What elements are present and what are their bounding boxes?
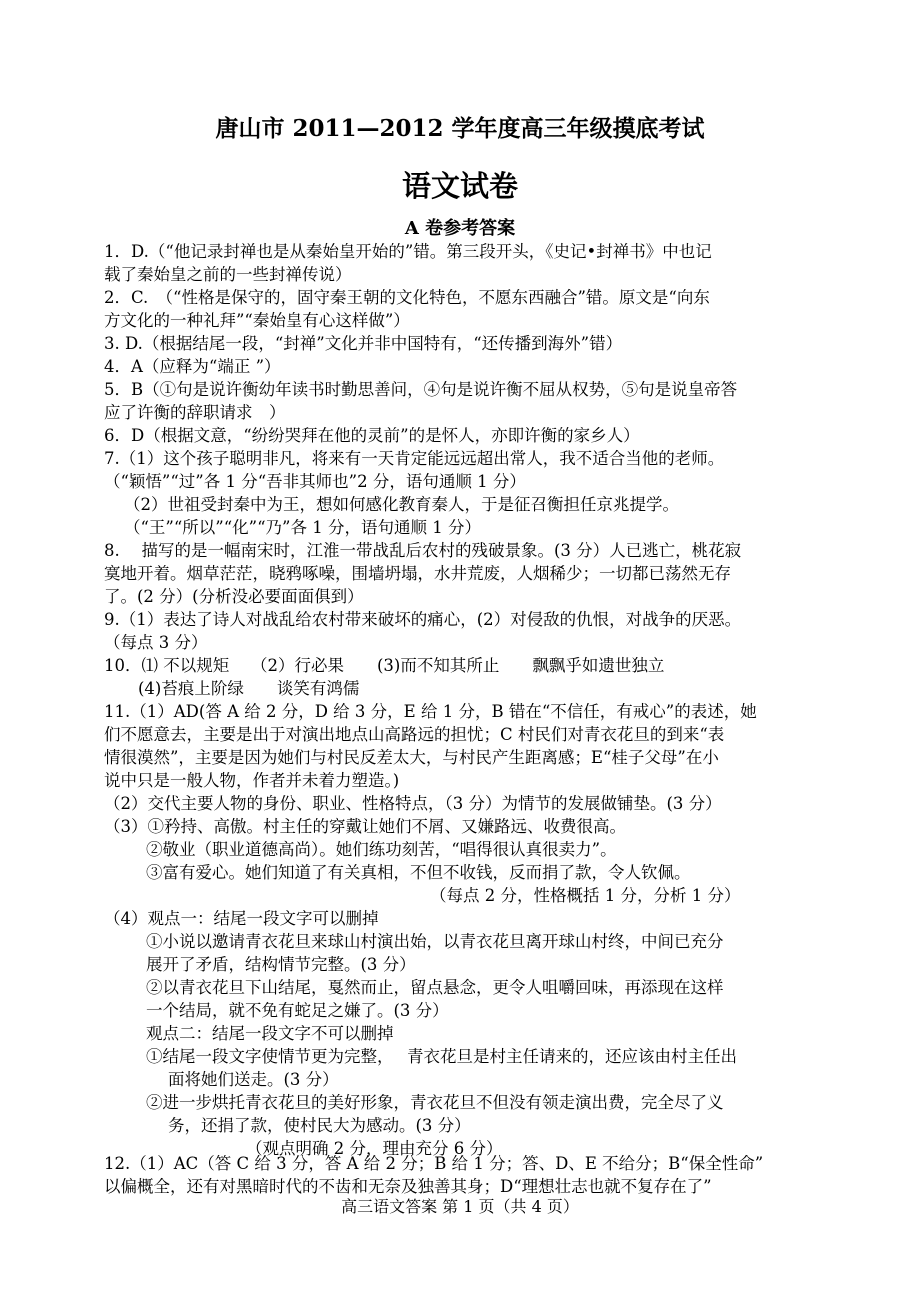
answer-line: 务，还捐了款，使村民大为感动。(3 分） (168, 1116, 471, 1135)
answer-line: 11.（1）AD(答 A 给 2 分，D 给 3 分，E 给 1 分，B 错在“不信任，有戒心”的表述，她 (104, 702, 757, 721)
answer-line: 10．⑴ 不以规矩 （2）行必果 (3)而不知其所止 飘飘乎如遗世独立 (104, 656, 665, 675)
answer-line: 8. 描写的是一幅南宋时，江淮一带战乱后农村的残破景象。(3 分）人已逃亡，桃花寂 (104, 541, 742, 560)
answer-line: （2）交代主要人物的身份、职业、性格特点，（3 分）为情节的发展做铺垫。(3 分） (104, 794, 722, 813)
answer-line: 载了秦始皇之前的一些封禅传说） (104, 265, 352, 284)
answer-line: 以偏概全，还有对黑暗时代的不齿和无奈及独善其身；D“理想壮志也就不复存在了” (104, 1177, 712, 1196)
answer-line: ①小说以邀请青衣花旦来球山村演出始，以青衣花旦离开球山村终，中间已充分 (146, 932, 724, 951)
answer-line: ①结尾一段文字使情节更为完整， 青衣花旦是村主任请来的，还应该由村主任出 (146, 1047, 737, 1066)
answer-line: 了。(2 分）(分析没必要面面俱到） (104, 587, 364, 606)
answer-line: （“颖悟”“过”各 1 分“吾非其师也”2 分，语句通顺 1 分） (104, 472, 526, 491)
answer-line: （2）世祖受封秦中为王，想如何感化教育秦人，于是征召衡担任京兆提学。 (124, 495, 679, 514)
answer-line: （每点 3 分） (104, 633, 208, 652)
answer-line: 4．A（应释为“端正 ”） (104, 357, 281, 376)
answer-line: 9.（1）表达了诗人对战乱给农村带来破坏的痛心，(2）对侵敌的仇恨，对战争的厌恶。 (104, 610, 742, 629)
section-heading: A 卷参考答案 (404, 218, 516, 239)
answer-line: 应了许衡的辞职请求 ） (104, 403, 286, 422)
answer-line: 3. D.（根据结尾一段，“封禅”文化并非中国特有，“还传播到海外”错） (104, 334, 623, 353)
answer-line: ②敬业（职业道德高尚）。她们练功刻苦，“唱得很认真很卖力”。 (146, 840, 617, 859)
answer-line: 7.（1）这个孩子聪明非凡，将来有一天肯定能远远超出常人，我不适合当他的老师。 (104, 449, 725, 468)
answer-line: 观点二：结尾一段文字不可以删掉 (146, 1024, 394, 1043)
answer-line: 说中只是一般人物，作者并未着力塑造。) (104, 771, 400, 790)
answer-line: （“王”“所以”“化”“乃”各 1 分，语句通顺 1 分） (124, 518, 481, 537)
answer-line: 2．C. （“性格是保守的，固守秦王朝的文化特色，不愿东西融合”错。原文是“向东 (104, 288, 710, 307)
answer-line: 6．D（根据文意，“纷纷哭拜在他的灵前”的是怀人，亦即许衡的家乡人） (104, 426, 640, 445)
answer-line: (4)苔痕上阶绿 谈笑有鸿儒 (138, 679, 360, 698)
exam-title: 唐山市 2011—2012 学年度高三年级摸底考试 (215, 115, 705, 142)
answer-line: （3）①矜持、高傲。村主任的穿戴让她们不屑、又嫌路远、收费很高。 (104, 817, 626, 836)
answer-line: 展开了矛盾，结构情节完整。(3 分） (146, 955, 416, 974)
answer-line: 寞地开着。烟草茫茫，晓鸦啄噪，围墙坍塌，水井荒废，人烟稀少；一切都已荡然无存 (104, 564, 731, 583)
answer-line: 12.（1）AC（答 C 给 3 分，答 A 给 2 分；B 给 1 分；答、D、E 不给分；B“保全性命” (104, 1154, 764, 1173)
answer-line: （观点明确 2 分，理由充分 6 分） (246, 1139, 503, 1158)
answer-line: ②以青衣花旦下山结尾，戛然而止，留点悬念，更令人咀嚼回味，再添现在这样 (146, 978, 724, 997)
answer-line: （4）观点一：结尾一段文字可以删掉 (104, 909, 379, 928)
answer-line: 一个结局，就不免有蛇足之嫌了。(3 分） (146, 1001, 449, 1020)
answer-line: ③富有爱心。她们知道了有关真相，不但不收钱，反而捐了款，令人钦佩。 (146, 863, 691, 882)
answer-line: 们不愿意去，主要是出于对演出地点山高路远的担忧；C 村民们对青衣花旦的到来“表 (104, 725, 725, 744)
answer-line: （每点 2 分，性格概括 1 分，分析 1 分） (430, 886, 741, 905)
answer-line: 面将她们送走。(3 分） (168, 1070, 339, 1089)
answer-line: 1．D.（“他记录封禅也是从秦始皇开始的”错。第三段开头，《史记•封禅书》中也记 (104, 242, 712, 261)
answer-line: 5．B（①句是说许衡幼年读书时勤思善问，④句是说许衡不屈从权势，⑤句是说皇帝答 (104, 380, 738, 399)
answer-line: ②进一步烘托青衣花旦的美好形象，青衣花旦不但没有领走演出费，完全尽了义 (146, 1093, 724, 1112)
answer-line: 方文化的一种礼拜”“秦始皇有心这样做”） (104, 311, 410, 330)
answer-line: 情很漠然”，主要是因为她们与村民反差太大，与村民产生距离感；E“桂子父母”在小 (104, 748, 719, 767)
page-footer: 高三语文答案 第 1 页（共 4 页） (341, 1197, 579, 1216)
paper-subtitle: 语文试卷 (401, 169, 518, 203)
